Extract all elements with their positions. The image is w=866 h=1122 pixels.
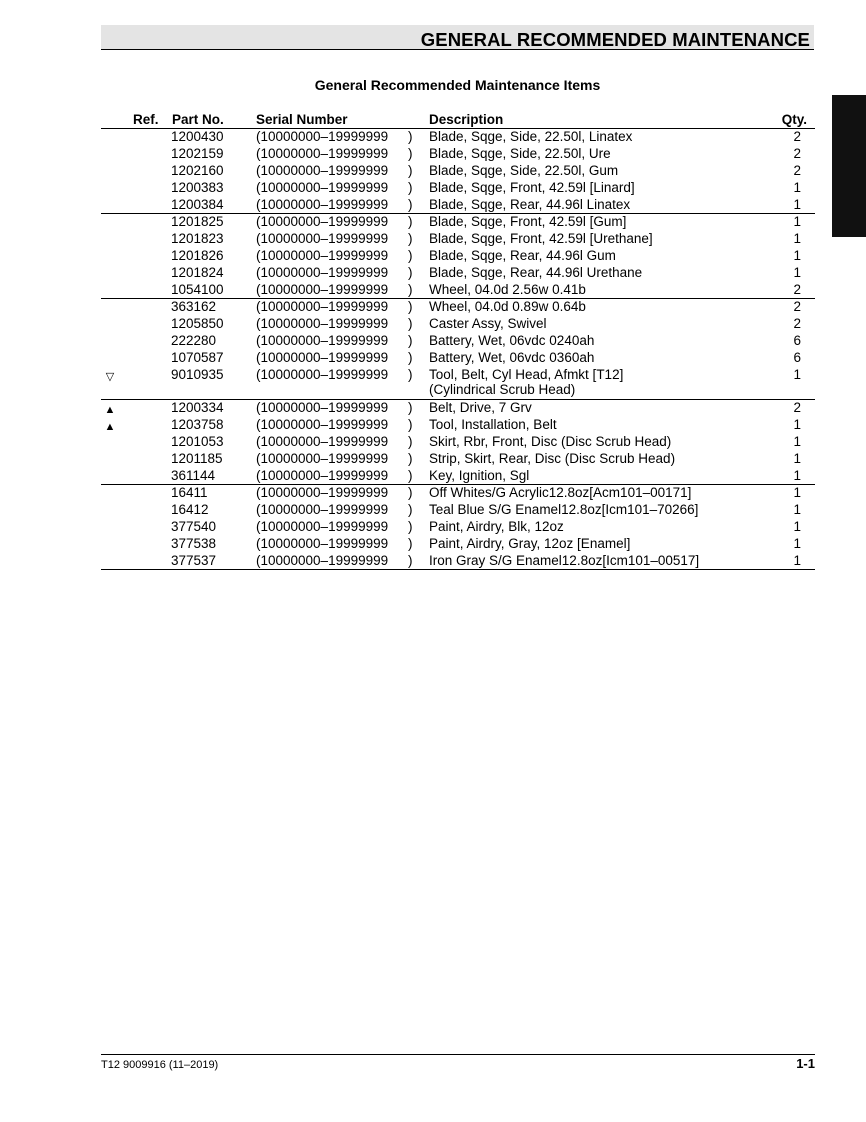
serial-number: (10000000–19999999 [256,231,389,246]
col-ref-header: Ref. [133,112,159,127]
description: Off Whites/G Acrylic12.8oz[Acm101–00171] [429,485,692,500]
serial-close-paren: ) [408,400,413,415]
serial-number: (10000000–19999999 [256,282,389,297]
serial-close-paren: ) [408,180,413,195]
table-row [101,417,815,434]
serial-number: (10000000–19999999 [256,553,389,568]
part-number: 1200430 [171,129,224,144]
table-row [101,553,815,570]
serial-number: (10000000–19999999 [256,400,389,415]
table-row [101,451,815,468]
table-row [101,519,815,536]
description: Blade, Sqge, Side, 22.50l, Gum [429,163,619,178]
serial-close-paren: ) [408,485,413,500]
serial-number: (10000000–19999999 [256,146,389,161]
description: Paint, Airdry, Blk, 12oz [429,519,564,534]
quantity: 1 [793,417,801,432]
table-row [101,434,815,451]
parts-table-body [101,129,815,570]
serial-close-paren: ) [408,553,413,568]
quantity: 1 [793,434,801,449]
ref-marker: ▲ [104,421,116,433]
part-number: 1200383 [171,180,224,195]
serial-number: (10000000–19999999 [256,316,389,331]
table-row [101,350,815,367]
table-row [101,248,815,265]
description: Blade, Sqge, Rear, 44.96l Linatex [429,197,631,212]
serial-number: (10000000–19999999 [256,468,389,483]
description: Skirt, Rbr, Front, Disc (Disc Scrub Head) [429,434,672,449]
table-row [101,163,815,180]
serial-number: (10000000–19999999 [256,434,389,449]
table-header [101,112,815,129]
part-number: 1201823 [171,231,224,246]
quantity: 1 [793,553,801,568]
description: Blade, Sqge, Rear, 44.96l Gum [429,248,616,263]
serial-close-paren: ) [408,129,413,144]
col-part-header: Part No. [172,112,224,127]
quantity: 1 [793,265,801,280]
section-title: General Recommended Maintenance Items [314,77,601,93]
serial-close-paren: ) [408,146,413,161]
quantity: 2 [793,282,801,297]
quantity: 2 [793,316,801,331]
quantity: 1 [793,468,801,483]
serial-close-paren: ) [408,265,413,280]
part-number: 361144 [171,468,216,483]
quantity: 2 [793,163,801,178]
serial-close-paren: ) [408,350,413,365]
serial-number: (10000000–19999999 [256,248,389,263]
serial-close-paren: ) [408,434,413,449]
part-number: 377540 [171,519,217,534]
serial-number: (10000000–19999999 [256,485,389,500]
description: Wheel, 04.0d 2.56w 0.41b [429,282,586,297]
part-number: 1202160 [171,163,224,178]
description: Tool, Belt, Cyl Head, Afmkt [T12] [429,367,624,382]
part-number: 1201825 [171,214,224,229]
serial-close-paren: ) [408,248,413,263]
serial-number: (10000000–19999999 [256,350,389,365]
table-row [101,536,815,553]
serial-close-paren: ) [408,417,413,432]
quantity: 1 [793,502,801,517]
serial-number: (10000000–19999999 [256,367,389,382]
description: Belt, Drive, 7 Grv [429,400,532,415]
quantity: 1 [793,231,801,246]
quantity: 1 [793,214,801,229]
part-number: 1200334 [171,400,224,415]
description: Iron Gray S/G Enamel12.8oz[Icm101–00517] [429,553,700,568]
serial-number: (10000000–19999999 [256,519,389,534]
quantity: 1 [793,536,801,551]
serial-number: (10000000–19999999 [256,451,389,466]
serial-close-paren: ) [408,282,413,297]
part-number: 363162 [171,299,217,314]
page-header-bar [101,25,814,50]
serial-number: (10000000–19999999 [256,417,389,432]
quantity: 1 [793,197,801,212]
serial-number: (10000000–19999999 [256,265,389,280]
col-serial-header: Serial Number [256,112,348,127]
serial-number: (10000000–19999999 [256,502,389,517]
table-row [101,485,815,502]
part-number: 222280 [171,333,217,348]
part-number: 1201824 [171,265,224,280]
part-number: 16411 [171,485,208,500]
part-number: 1205850 [171,316,224,331]
description: Caster Assy, Swivel [429,316,547,331]
serial-number: (10000000–19999999 [256,163,389,178]
table-row [101,231,815,248]
description: Blade, Sqge, Front, 42.59l [Urethane] [429,231,653,246]
col-qty-header: Qty. [781,112,807,127]
table-row [101,282,815,299]
serial-number: (10000000–19999999 [256,536,389,551]
description: Paint, Airdry, Gray, 12oz [Enamel] [429,536,631,551]
part-number: 1201053 [171,434,224,449]
description: Strip, Skirt, Rear, Disc (Disc Scrub Head) [429,451,676,466]
part-number: 16412 [171,502,209,517]
serial-number: (10000000–19999999 [256,129,389,144]
serial-number: (10000000–19999999 [256,180,389,195]
serial-close-paren: ) [408,502,413,517]
quantity: 6 [793,333,801,348]
description: Wheel, 04.0d 0.89w 0.64b [429,299,586,314]
serial-number: (10000000–19999999 [256,299,389,314]
table-row [101,299,815,316]
quantity: 6 [793,350,801,365]
table-row [101,316,815,333]
table-row [101,400,815,417]
part-number: 1070587 [171,350,224,365]
quantity: 2 [793,129,801,144]
serial-close-paren: ) [408,468,413,483]
serial-number: (10000000–19999999 [256,197,389,212]
part-number: 377537 [171,553,217,568]
part-number: 9010935 [171,367,224,382]
description: Blade, Sqge, Front, 42.59l [Linard] [429,180,635,195]
table-row [101,180,815,197]
quantity: 1 [793,248,801,263]
serial-close-paren: ) [408,333,413,348]
page-header-title: GENERAL RECOMMENDED MAINTENANCE [420,29,810,50]
quantity: 2 [793,299,801,314]
part-number: 377538 [171,536,217,551]
serial-close-paren: ) [408,519,413,534]
part-number: 1054100 [171,282,224,297]
description: Blade, Sqge, Front, 42.59l [Gum] [429,214,627,229]
part-number: 1203758 [171,417,224,432]
quantity: 1 [793,180,801,195]
serial-number: (10000000–19999999 [256,333,389,348]
description: Blade, Sqge, Side, 22.50l, Linatex [429,129,633,144]
serial-close-paren: ) [408,299,413,314]
quantity: 1 [793,451,801,466]
quantity: 2 [793,400,801,415]
description: Blade, Sqge, Rear, 44.96l Urethane [429,265,643,280]
footer-rule [101,1054,815,1055]
table-row [101,265,815,282]
table-row [101,468,815,485]
description-continued: (Cylindrical Scrub Head) [429,382,576,397]
description: Tool, Installation, Belt [429,417,557,432]
serial-close-paren: ) [408,536,413,551]
part-number: 1201185 [171,451,223,466]
ref-marker: ▽ [105,371,115,383]
quantity: 1 [793,519,801,534]
quantity: 2 [793,146,801,161]
serial-number: (10000000–19999999 [256,214,389,229]
quantity: 1 [793,485,801,500]
table-row [101,333,815,350]
footer-doc-id: T12 9009916 (11–2019) [101,1059,219,1071]
serial-close-paren: ) [408,214,413,229]
ref-marker: ▲ [104,404,116,416]
serial-close-paren: ) [408,367,413,382]
table-row [101,197,815,214]
table-row [101,214,815,231]
serial-close-paren: ) [408,316,413,331]
description: Battery, Wet, 06vdc 0360ah [429,350,595,365]
description: Battery, Wet, 06vdc 0240ah [429,333,595,348]
footer-page-number: 1-1 [796,1056,815,1071]
serial-close-paren: ) [408,451,413,466]
table-row [101,146,815,163]
serial-close-paren: ) [408,231,413,246]
serial-close-paren: ) [408,163,413,178]
part-number: 1200384 [171,197,224,212]
description: Key, Ignition, Sgl [429,468,530,483]
table-row [101,502,815,519]
description: Blade, Sqge, Side, 22.50l, Ure [429,146,611,161]
part-number: 1201826 [171,248,224,263]
quantity: 1 [793,367,801,382]
description: Teal Blue S/G Enamel12.8oz[Icm101–70266] [429,502,699,517]
serial-close-paren: ) [408,197,413,212]
table-row [101,367,815,400]
col-description-header: Description [429,112,504,127]
part-number: 1202159 [171,146,224,161]
table-row [101,129,815,146]
section-thumb-tab [832,95,866,237]
